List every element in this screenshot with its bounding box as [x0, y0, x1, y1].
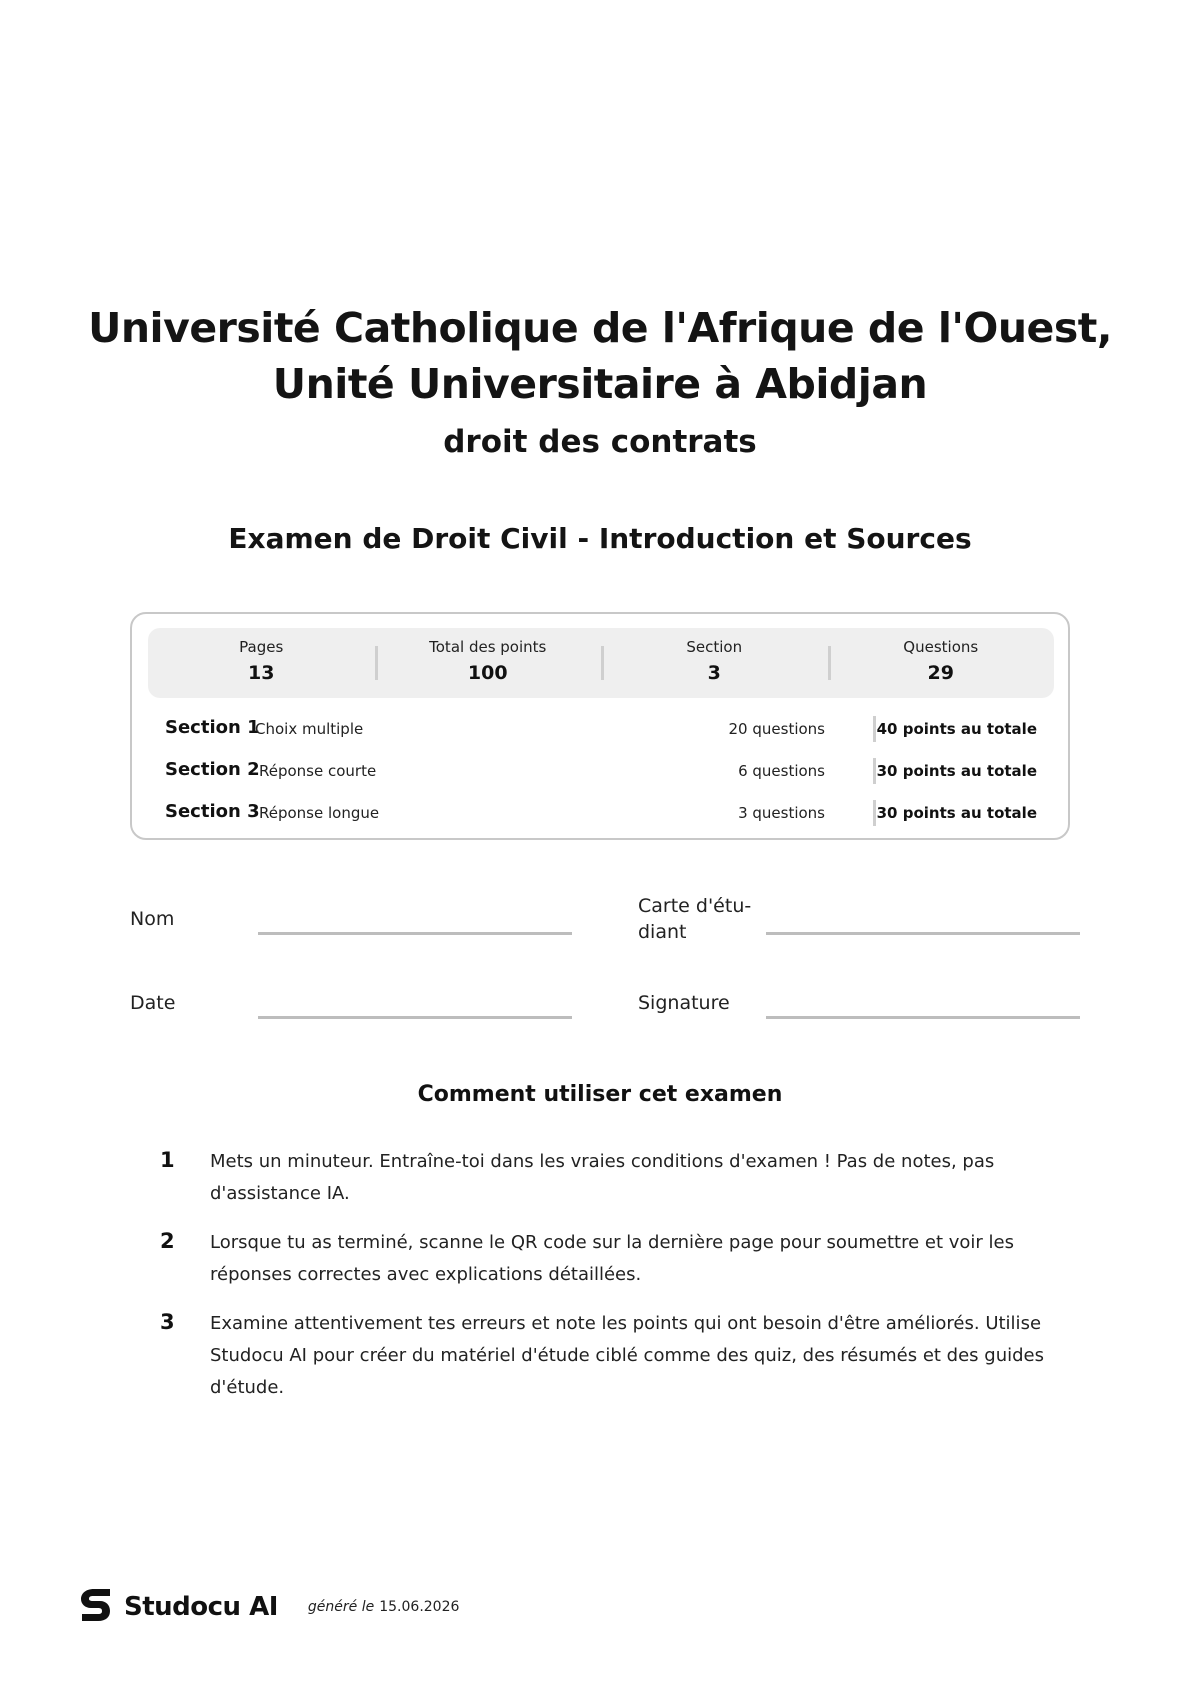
student-card-label [638, 893, 751, 945]
section-question-count: 6 questions [738, 762, 825, 780]
footer [78, 1586, 459, 1628]
date-input-line[interactable] [258, 1016, 572, 1019]
section-divider [873, 716, 876, 742]
stat-total-points [375, 628, 602, 698]
step-number: 2 [160, 1229, 175, 1253]
date-label: Date [130, 992, 176, 1014]
section-type: Choix multiple [255, 720, 364, 738]
stat-sections [601, 628, 828, 698]
stat-value: 13 [248, 662, 275, 684]
stat-value: 3 [707, 662, 721, 684]
signature-input-line[interactable] [766, 1016, 1080, 1019]
instruction-step-2 [160, 1227, 1060, 1291]
document-header [0, 300, 1200, 460]
section-row-1 [165, 714, 1037, 744]
exam-summary-box [130, 612, 1070, 840]
stat-pages [148, 628, 375, 698]
name-input-line[interactable] [258, 932, 572, 935]
generated-date: 15.06.2026 [379, 1599, 460, 1615]
step-number: 1 [160, 1148, 175, 1172]
studocu-logo-icon [78, 1586, 114, 1628]
university-name-line2: Unité Universitaire à Abidjan [272, 360, 928, 408]
generated-label: généré le [307, 1599, 375, 1615]
section-type: Réponse courte [259, 762, 377, 780]
section-question-count: 3 questions [738, 804, 825, 822]
section-divider [873, 800, 876, 826]
section-divider [873, 758, 876, 784]
stat-value: 29 [927, 662, 954, 684]
student-card-label-line2: diant [638, 921, 687, 943]
section-name: Section 2 [165, 759, 260, 780]
generated-info [308, 1599, 459, 1615]
step-text: Examine attentivement tes erreurs et note les points qui ont besoin d'être améliorés. Utilise Studocu AI pour créer du matériel d'étude ciblé comme des quiz, des résumés et des guides d'étude. [210, 1313, 1044, 1398]
instruction-step-1 [160, 1146, 1060, 1210]
step-text: Lorsque tu as terminé, scanne le QR code sur la dernière page pour soumettre et voir les réponses correctes avec explications détaillées. [210, 1232, 1014, 1285]
section-row-2 [165, 756, 1037, 786]
section-points: 40 points au totale [876, 720, 1037, 738]
signature-label: Signature [638, 992, 730, 1014]
stat-label: Pages [239, 638, 284, 656]
stat-label: Questions [903, 638, 979, 656]
student-card-label-line1: Carte d'étu- [638, 895, 752, 917]
step-number: 3 [160, 1310, 175, 1334]
stat-label: Total des points [429, 638, 547, 656]
section-row-3 [165, 798, 1037, 828]
name-label: Nom [130, 908, 175, 930]
brand-name: Studocu AI [124, 1592, 278, 1622]
exam-title: Examen de Droit Civil - Introduction et Sources [228, 522, 972, 555]
step-text: Mets un minuteur. Entraîne-toi dans les vraies conditions d'examen ! Pas de notes, pas d'assistance IA. [210, 1151, 995, 1204]
university-name-line1: Université Catholique de l'Afrique de l'Ouest, [88, 304, 1112, 352]
section-name: Section 1 [165, 717, 260, 738]
section-question-count: 20 questions [728, 720, 825, 738]
stat-value: 100 [467, 662, 508, 684]
section-name: Section 3 [165, 801, 260, 822]
student-card-input-line[interactable] [766, 932, 1080, 935]
instructions-title: Comment utiliser cet examen [417, 1082, 783, 1107]
section-points: 30 points au totale [876, 762, 1037, 780]
section-type: Réponse longue [259, 804, 380, 822]
stat-label: Section [686, 638, 743, 656]
course-name: droit des contrats [443, 424, 757, 460]
stats-bar [148, 628, 1054, 698]
section-points: 30 points au totale [876, 804, 1037, 822]
stat-questions [828, 628, 1055, 698]
instruction-step-3 [160, 1308, 1060, 1404]
